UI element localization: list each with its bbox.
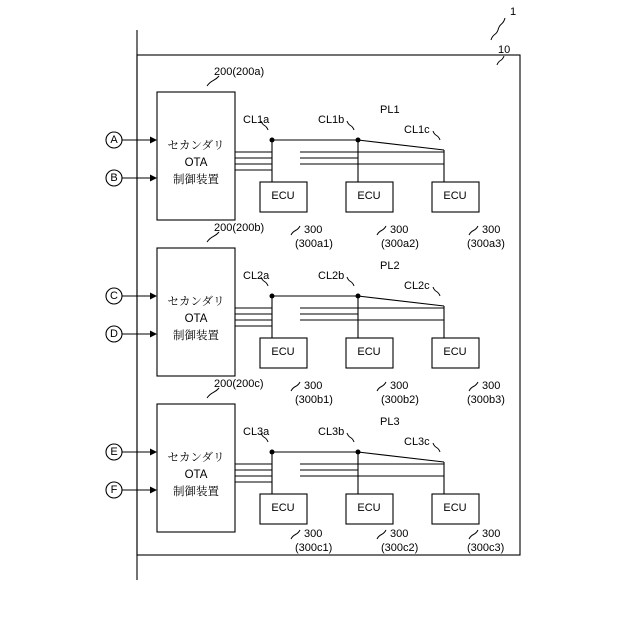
ecu-a1-tag: 300 (304, 224, 323, 236)
ecu-c1-sub: (300c1) (295, 542, 333, 554)
port-c: C (110, 290, 118, 302)
ecu-b3-label: ECU (443, 346, 467, 358)
block-c-tag: 200(200c) (214, 378, 264, 390)
ecu-c3-label: ECU (443, 502, 467, 514)
block-c-line3: 制御装置 (173, 486, 219, 498)
port-b: B (110, 172, 118, 184)
ecu-a2-label: ECU (357, 190, 381, 202)
ecu-b2-sub: (300b2) (381, 394, 419, 406)
block-b-line3: 制御装置 (173, 330, 219, 342)
block-a-line1: セカンダリ (167, 140, 225, 152)
port-e: E (110, 446, 118, 458)
port-f: F (110, 484, 118, 496)
bus-cl2c-label: CL2c (404, 280, 430, 292)
system-tag: 10 (498, 44, 511, 56)
bus-cl3a-label: CL3a (243, 426, 270, 438)
ecu-a1-label: ECU (271, 190, 295, 202)
ecu-b3-sub: (300b3) (467, 394, 505, 406)
ecu-a2-sub: (300a2) (381, 238, 419, 250)
block-a-line3: 制御装置 (173, 174, 219, 186)
ecu-b1-label: ECU (271, 346, 295, 358)
block-c-label (157, 450, 235, 501)
block-b-tag: 200(200b) (214, 222, 265, 234)
ecu-b2-label: ECU (357, 346, 381, 358)
bus-cl2a-label: CL2a (243, 270, 270, 282)
block-b-line1: セカンダリ (167, 296, 225, 308)
figure-tag: 1 (510, 6, 517, 18)
power-line-pl2-label: PL2 (380, 260, 400, 272)
ecu-c1-tag: 300 (304, 528, 323, 540)
ecu-c2-label: ECU (357, 502, 381, 514)
ecu-b1-sub: (300b1) (295, 394, 333, 406)
ecu-c3-sub: (300c3) (467, 542, 505, 554)
port-a: A (110, 134, 118, 146)
ecu-a3-label: ECU (443, 190, 467, 202)
block-b-label (157, 294, 235, 345)
ecu-b3-tag: 300 (482, 380, 501, 392)
ecu-c1-label: ECU (271, 502, 295, 514)
ecu-a3-sub: (300a3) (467, 238, 505, 250)
ecu-c3-tag: 300 (482, 528, 501, 540)
port-d: D (110, 328, 118, 340)
bus-cl3b-label: CL3b (318, 426, 345, 438)
power-line-pl1-label: PL1 (380, 104, 400, 116)
power-line-pl3-label: PL3 (380, 416, 400, 428)
ecu-a3-tag: 300 (482, 224, 501, 236)
ecu-b2-tag: 300 (390, 380, 409, 392)
bus-cl3c-label: CL3c (404, 436, 430, 448)
block-a-tag: 200(200a) (214, 66, 265, 78)
ecu-c2-tag: 300 (390, 528, 409, 540)
bus-cl2b-label: CL2b (318, 270, 345, 282)
bus-cl1a-label: CL1a (243, 114, 270, 126)
bus-cl1b-label: CL1b (318, 114, 345, 126)
ecu-a2-tag: 300 (390, 224, 409, 236)
ecu-c2-sub: (300c2) (381, 542, 419, 554)
block-a-label (157, 138, 235, 189)
ecu-b1-tag: 300 (304, 380, 323, 392)
block-c-line1: セカンダリ (167, 452, 225, 464)
block-a-line2: OTA (184, 157, 208, 169)
block-b-line2: OTA (184, 313, 208, 325)
block-c-line2: OTA (184, 469, 208, 481)
ecu-a1-sub: (300a1) (295, 238, 333, 250)
bus-cl1c-label: CL1c (404, 124, 430, 136)
